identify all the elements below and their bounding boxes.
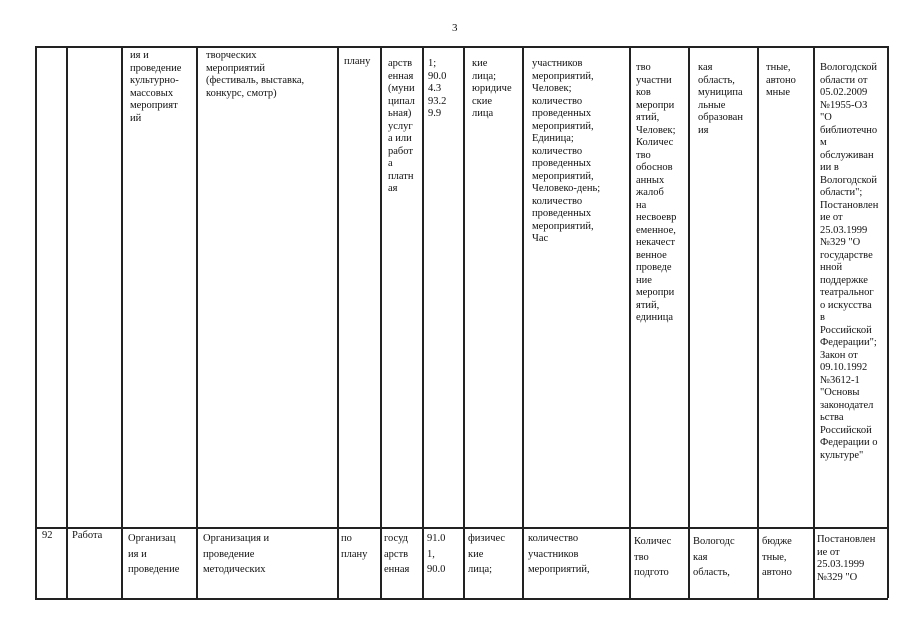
cell-volume-indicators: участников мероприятий, Человек; количество проведенных мероприятий, Единица; количество проведенных мероприятий, Человеко-день; количество проведенных мероприятий, Час (532, 58, 601, 244)
cell-quality-indicators: тво участни ков меропри ятий, Человек; Количес тво обоснов анных жалоб на несвоевр еменное, некачест венное проведе ние меропри ятий, единица (636, 62, 677, 323)
cell-okved: 1; 90.0 4.3 93.2 9.9 (428, 58, 447, 119)
page-number: 3 (452, 22, 458, 34)
col-border (337, 46, 339, 598)
col-border (66, 46, 68, 598)
cell-legal-basis: Вологодской области от 05.02.2009 №1955-ОЗ "О библиотечно м обслуживан ии в Вологодской области"; Постановлен ие от 25.03.1999 №329 "О государстве нной поддержке театральног о искусства в Российской Федерации"; Закон от 09.10.1992 №3612-1 "Основы законодател ьства Российской Федерации о культуре" (820, 62, 879, 461)
cell-consumers: кие лица; юридиче ские лица (472, 58, 512, 119)
col-border (522, 46, 524, 598)
cell-institution-type: тные, автоно мные (766, 62, 796, 98)
cell-quality-indicators: Количес тво подгото (634, 536, 672, 578)
cell-volume-indicators: количество участников мероприятий, (528, 533, 590, 575)
cell-institution-type: бюдже тные, автоно (762, 536, 792, 578)
col-border (380, 46, 382, 598)
cell-legal-basis: Постановлен ие от 25.03.1999 №329 "О (817, 534, 876, 583)
cell-type: арств енная (муни ципал ьная) услуг а или работ а платн ая (388, 58, 415, 194)
table-bottom-border (35, 598, 888, 600)
cell-condition: по плану (341, 533, 368, 560)
cell-content: Организация и проведение методических (203, 533, 270, 575)
cell-territory: Вологодс кая область, (693, 536, 735, 578)
col-border (463, 46, 465, 598)
table-top-border (35, 46, 888, 48)
cell-row-number: 92 (42, 530, 53, 541)
cell-service-name: Организац ия и проведение (128, 533, 180, 575)
cell-consumers: физичес кие лица; (468, 533, 506, 575)
row-divider (35, 527, 888, 529)
cell-kind: Работа (72, 530, 103, 541)
cell-okved: 91.0 1, 90.0 (427, 533, 446, 575)
col-border (121, 46, 123, 598)
cell-service-name: ия и проведение культурно- массовых мероприят ий (130, 50, 182, 124)
cell-content: творческих мероприятий (фестиваль, выставка, конкурс, смотр) (206, 50, 305, 99)
col-border (196, 46, 198, 598)
cell-condition: плану (344, 56, 371, 67)
cell-territory: кая область, муниципа льные образован ия (698, 62, 743, 136)
col-border (35, 46, 37, 598)
col-border (813, 46, 815, 598)
cell-type: госуд арств енная (384, 533, 410, 575)
